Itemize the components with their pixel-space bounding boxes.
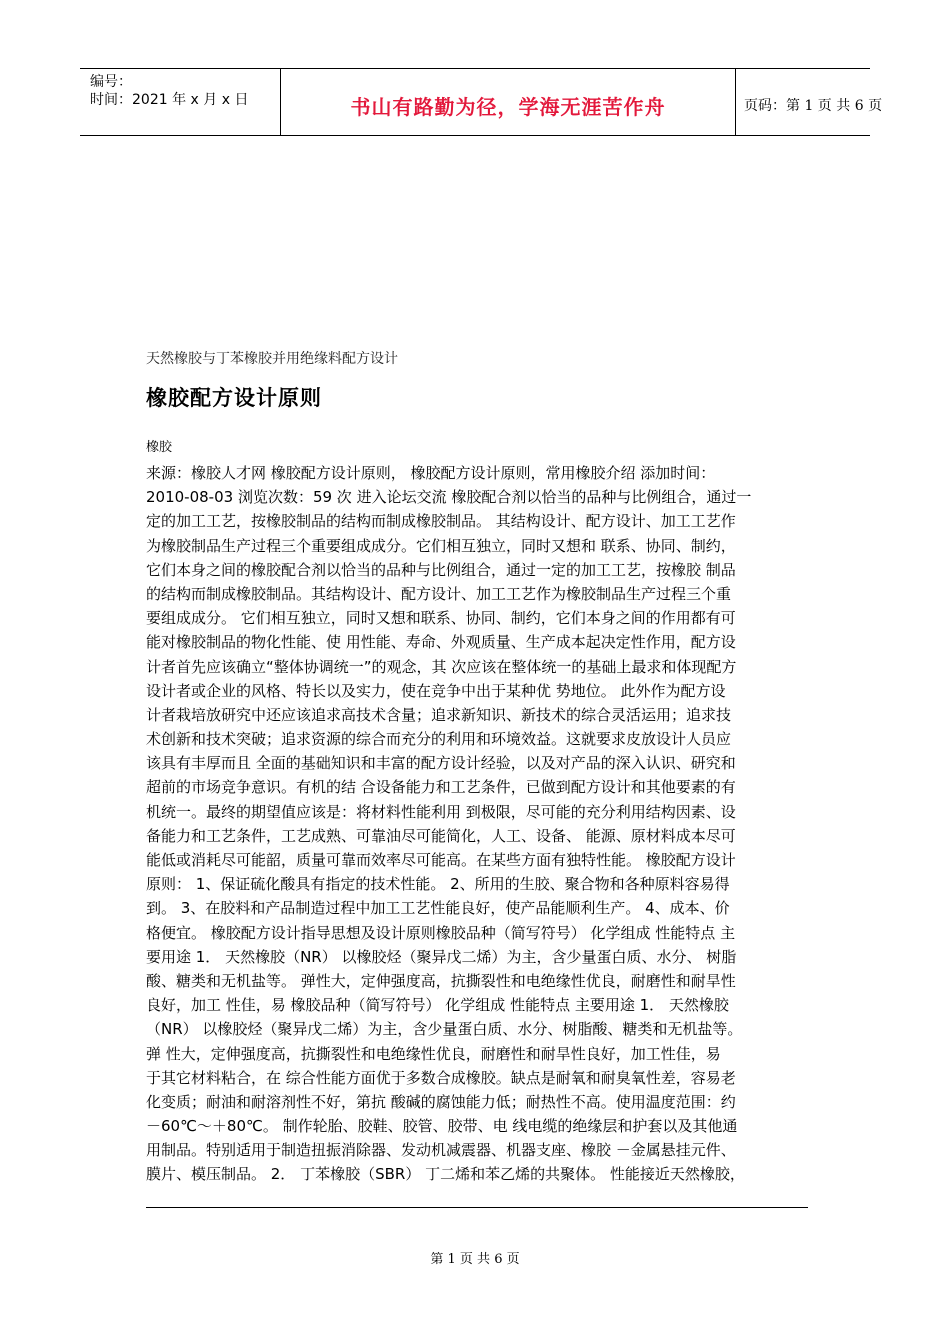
body-line: 良好，加工 性佳，易 橡胶品种（简写符号） 化学组成 性能特点 主要用途 1． 天然橡胶: [146, 996, 729, 1015]
body-line: 超前的市场竞争意识。有机的结 合设备能力和工艺条件，已做到配方设计和其他要素的有: [146, 778, 736, 797]
body-line: 术创新和技术突破；追求资源的综合而充分的利用和环境效益。这就要求皮放设计人员应: [146, 730, 732, 749]
body-line: 能低或消耗尽可能韶，质量可靠而效率尽可能高。在某些方面有独特性能。 橡胶配方设计: [146, 851, 736, 869]
body-line: －60℃～＋80℃。 制作轮胎、胶鞋、胶管、胶带、电 线电缆的绝缘层和护套以及其他通: [146, 1117, 738, 1136]
category-tag: 橡胶: [146, 440, 173, 455]
date-label: 时间：2021 年 x 月 x 日: [90, 92, 249, 108]
header-motto-cell: [281, 69, 736, 135]
page-footer: 第 1 页 共 6 页: [430, 1252, 520, 1267]
body-line: 2010-08-03 浏览次数：59 次 进入论坛交流 橡胶配合剂以恰当的品种与比例组合，通过一: [146, 488, 752, 507]
body-line: 它们本身之间的橡胶配合剂以恰当的品种与比例组合，通过一定的加工工艺，按橡胶 制品: [146, 560, 736, 579]
motto: 书山有路勤为径，学海无涯苦作舟: [350, 95, 666, 119]
body-line: 来源：橡胶人才网 橡胶配方设计原则， 橡胶配方设计原则，常用橡胶介绍 添加时间：: [146, 464, 716, 482]
body-line: 膜片、模压制品。 2． 丁苯橡胶（SBR） 丁二烯和苯乙烯的共聚体。 性能接近天然橡胶，: [146, 1165, 745, 1184]
body-line: 能对橡胶制品的物化性能、使 用性能、寿命、外观质量、生产成本起决定性作用，配方设: [146, 633, 736, 652]
page-code: 页码：第 1 页 共 6 页: [744, 98, 883, 114]
body-line: 要组成成分。 它们相互独立，同时又想和联系、协同、制约，它们本身之间的作用都有可: [146, 609, 736, 628]
document-header: [80, 68, 883, 136]
body-line: 定的加工工艺，按橡胶制品的结构而制成橡胶制品。 其结构设计、配方设计、加工工艺作: [146, 512, 736, 531]
body-line: 该具有丰厚而且 全面的基础知识和丰富的配方设计经验，以及对产品的深入认识、研究和: [146, 754, 736, 773]
body-line: 计者栽培放研究中还应该追求高技术含量；追求新知识、新技术的综合灵活运用；追求技: [146, 705, 732, 724]
body-line: 要用途 1． 天然橡胶（NR） 以橡胶烃（聚异戊二烯）为主，含少量蛋白质、水分、 树脂: [146, 947, 737, 966]
page-title: 橡胶配方设计原则: [146, 386, 322, 410]
body-line: 酸、糖类和无机盐等。 弹性大，定伸强度高，抗撕裂性和电绝缘性优良，耐磨性和耐旱性: [146, 971, 736, 990]
body-line: 为橡胶制品生产过程三个重要组成成分。它们相互独立，同时又想和 联系、协同、制约，: [146, 536, 736, 555]
body-line: 计者首先应该确立“整体协调统一”的观念，其 次应该在整体统一的基础上最求和体现配方: [146, 657, 737, 676]
body-line: 于其它材料粘合，在 综合性能方面优于多数合成橡胶。缺点是耐氧和耐臭氧性差，容易老: [146, 1068, 736, 1087]
body-line: 的结构而制成橡胶制品。其结构设计、配方设计、加工工艺作为橡胶制品生产过程三个重: [146, 584, 732, 603]
body-line: 机统一。最终的期望值应该是：将材料性能利用 到极限，尽可能的充分利用结构因素、设: [146, 802, 736, 821]
body-line: 用制品。特别适用于制造扭振消除器、发动机减震器、机器支座、橡胶 －金属悬挂元件、: [146, 1141, 736, 1160]
body-bottom-rule: [146, 1207, 808, 1208]
body-line: （NR） 以橡胶烃（聚异戊二烯）为主，含少量蛋白质、水分、树脂酸、糖类和无机盐等。: [146, 1020, 743, 1039]
article-body: [146, 461, 810, 1187]
body-line: 原则： 1、保证硫化酸具有指定的技术性能。 2、所用的生胶、聚合物和各种原料容易得: [146, 875, 730, 894]
body-line: 到。 3、在胶料和产品制造过程中加工工艺性能良好，使产品能顺利生产。 4、成本、价: [146, 899, 730, 918]
document-subtitle: 天然橡胶与丁苯橡胶并用绝缘料配方设计: [146, 351, 398, 367]
serial-label: 编号：: [90, 74, 132, 90]
body-line: 格便宜。 橡胶配方设计指导思想及设计原则橡胶品种（简写符号） 化学组成 性能特点 主: [146, 923, 736, 942]
body-line: 备能力和工艺条件，工艺成熟、可靠油尽可能简化，人工、设备、 能源、原材料成本尽可: [146, 826, 736, 845]
header-meta-cell: [80, 69, 281, 135]
body-line: 设计者或企业的风格、特长以及实力，使在竞争中出于某种优 势地位。 此外作为配方设: [146, 681, 726, 700]
header-page-cell: [736, 69, 883, 135]
body-line: 化变质；耐油和耐溶剂性不好，第抗 酸碱的腐蚀能力低；耐热性不高。使用温度范围：约: [146, 1092, 736, 1111]
body-line: 弹 性大，定伸强度高，抗撕裂性和电绝缘性优良，耐磨性和耐旱性良好，加工性佳，易: [146, 1044, 721, 1063]
